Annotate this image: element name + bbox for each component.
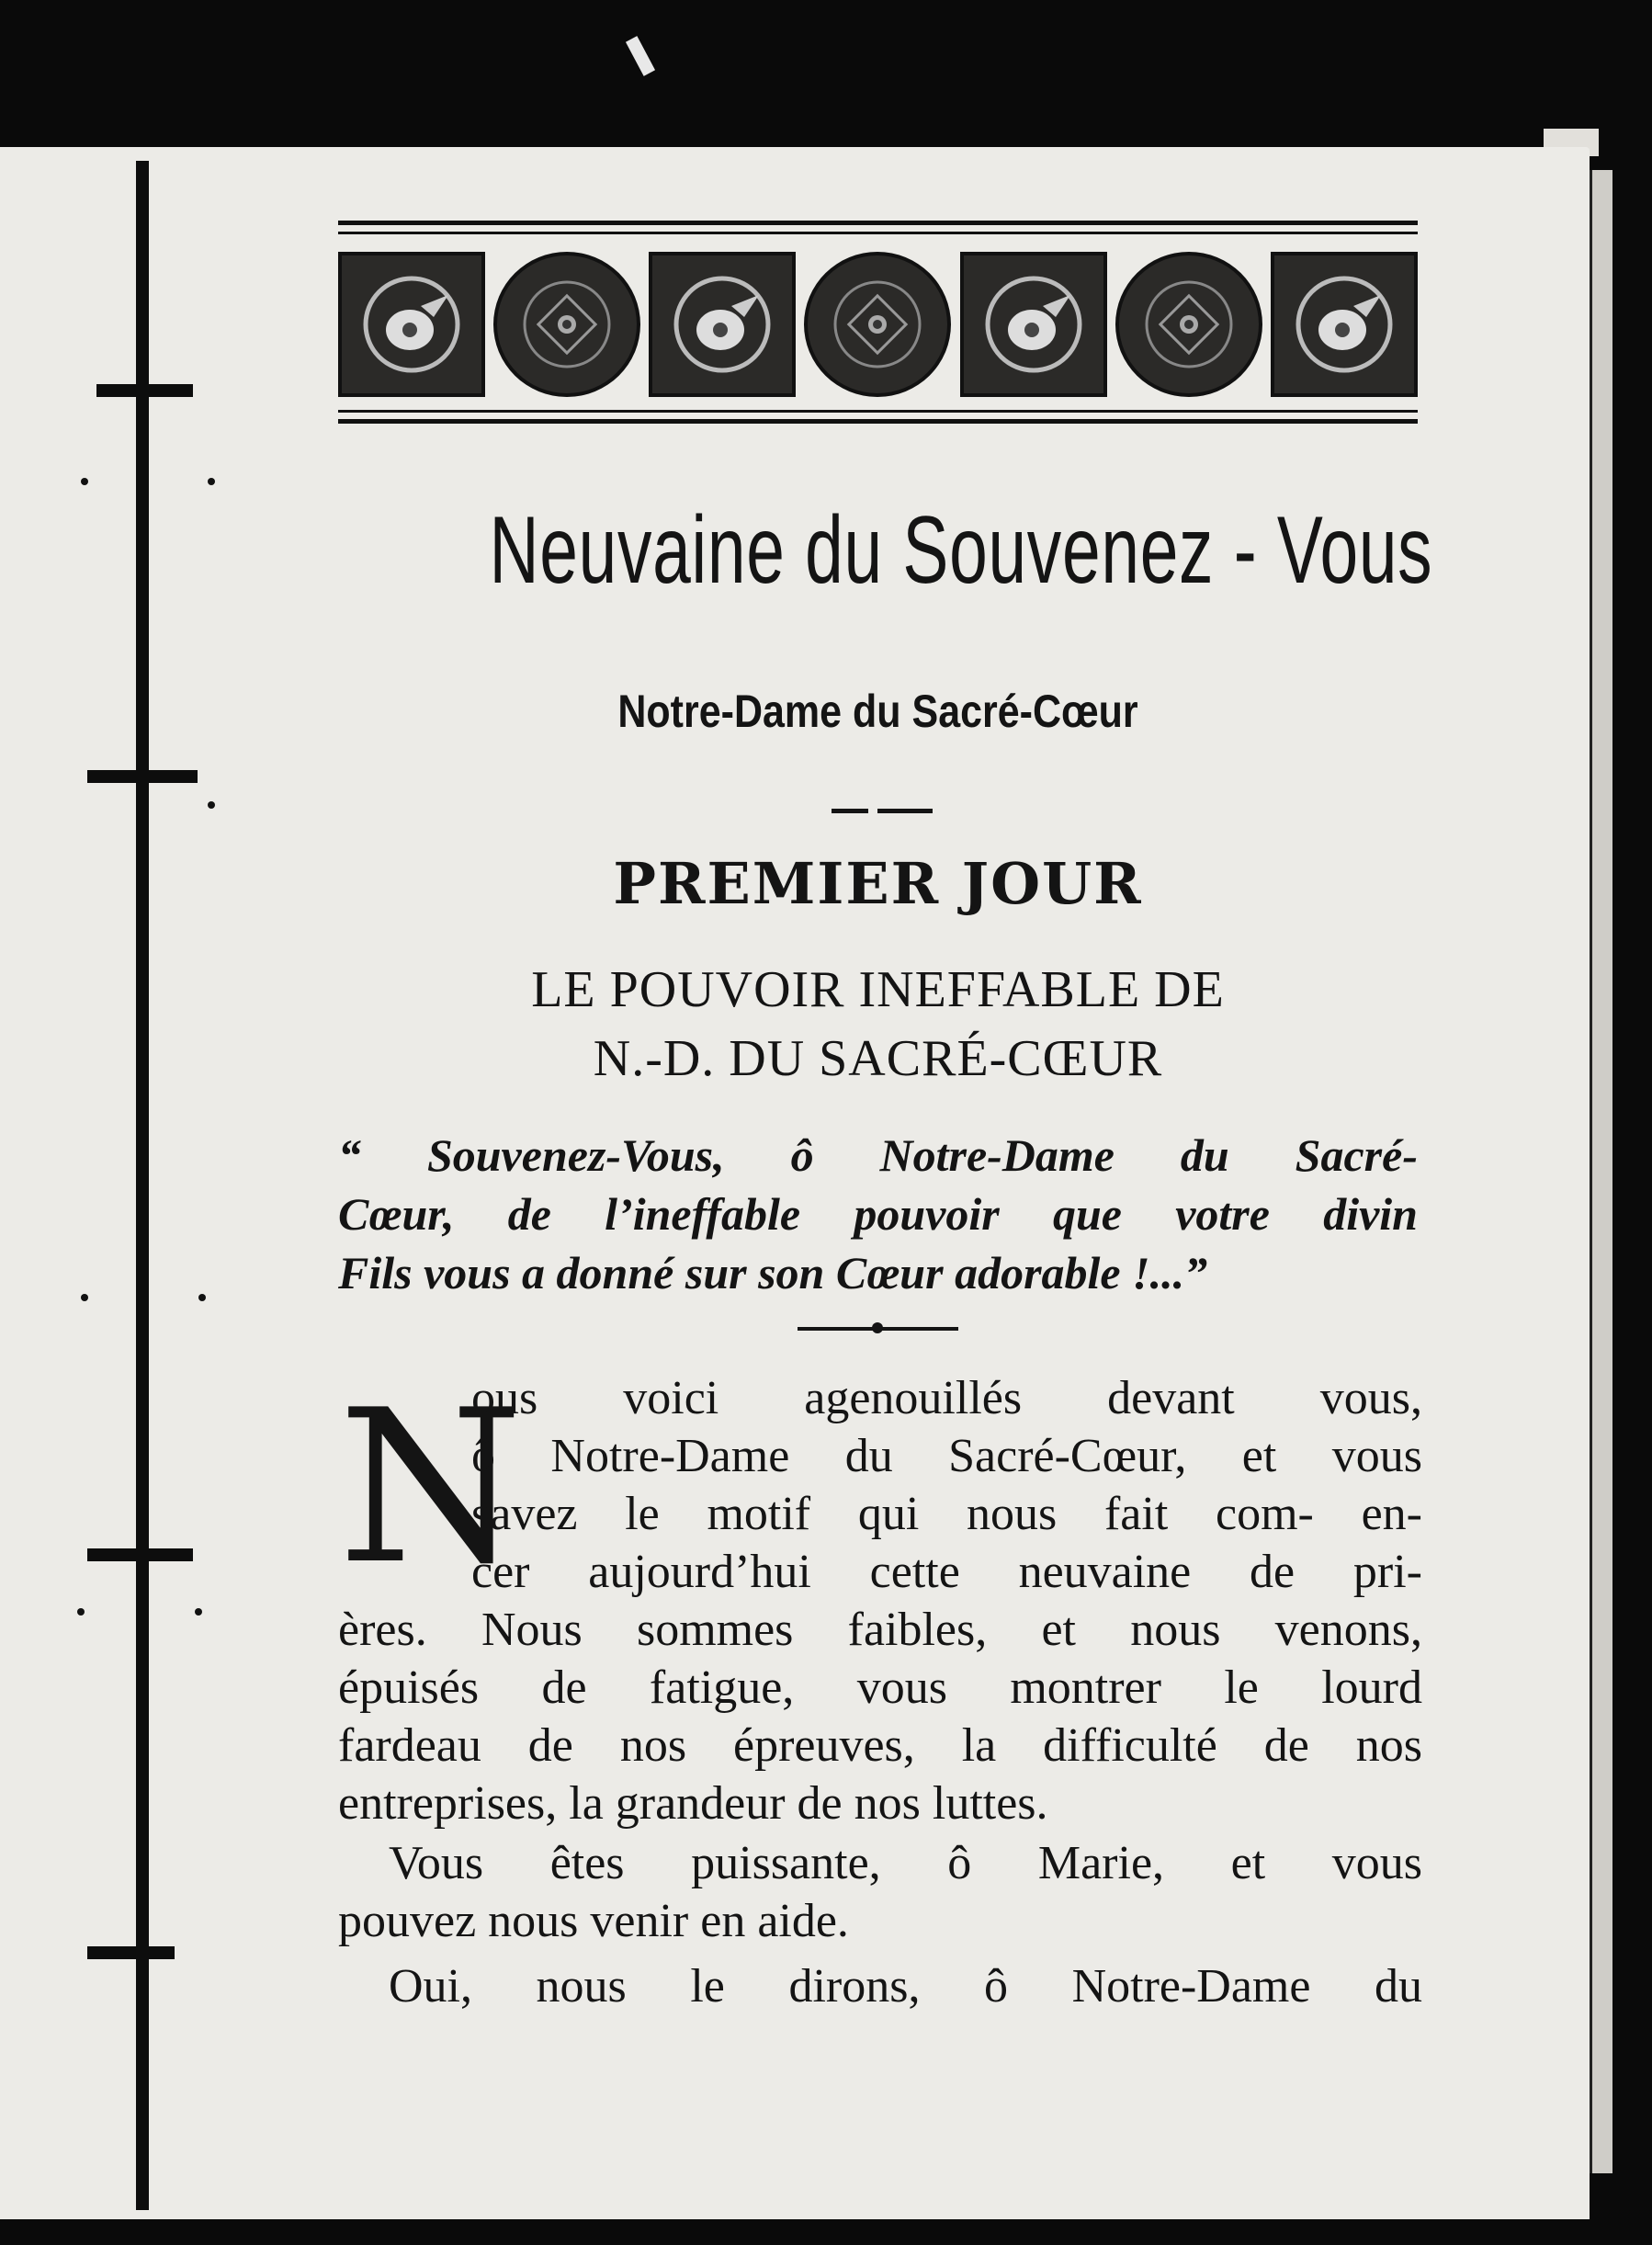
binding-stitch [87,770,198,783]
quote-line: “ Souvenez-Vous, ô Notre-Dame du Sacré- [338,1129,1418,1181]
binding-stitch [87,1946,175,1959]
day-heading: PREMIER JOUR [613,850,1143,917]
binding-spine [136,161,149,2210]
paragraph-line: ô Notre-Dame du Sacré-Cœur, et vous [471,1430,1422,1482]
binding-hole [81,478,88,485]
page-title: Neuvaine du Souvenez - Vous [489,497,1433,604]
medallion-icon [493,252,640,397]
binding-hole [208,478,215,485]
bird-tile-icon [338,252,485,397]
bird-tile-icon [649,252,796,397]
paragraph-line: fardeau de nos épreuves, la difficulté de nos [338,1719,1422,1772]
dash-divider [877,809,933,813]
dash-divider [832,809,868,813]
ornament-band [338,246,1418,403]
section-heading-line1: LE POUVOIR INEFFABLE DE [531,961,1225,1018]
binding-hole [77,1608,85,1616]
paragraph-line: cer aujourd’hui cette neuvaine de pri- [471,1546,1422,1598]
top-rule [338,221,1418,225]
paragraph-line: Vous êtes puissante, ô Marie, et vous [389,1837,1422,1889]
binding-hole [198,1294,206,1301]
paragraph-2 [338,1834,1422,1950]
invocation-quote [338,1126,1418,1302]
paragraph-line: entreprises, la grandeur de nos luttes. [338,1777,1048,1830]
binding-hole [81,1294,88,1301]
paragraph-1 [338,1366,1422,1832]
quote-line: Fils vous a donné sur son Cœur adorable !...” [338,1247,1208,1298]
paragraph-line: pouvez nous venir en aide. [338,1895,849,1947]
paragraph-line: ères. Nous sommes faibles, et nous venons, [338,1604,1422,1656]
bird-tile-icon [1271,252,1418,397]
section-heading-line2: N.-D. DU SACRÉ-CŒUR [593,1030,1163,1087]
binding-stitch [96,384,193,397]
binding-stitch [87,1548,193,1561]
divider-dot [872,1322,883,1333]
binding-hole [208,801,215,809]
medallion-icon [804,252,951,397]
top-rule [338,232,1418,234]
paragraph-line: savez le motif qui nous fait com- en- [471,1488,1422,1540]
page-subtitle: Notre-Dame du Sacré-Cœur [617,686,1138,737]
scan-mark [626,36,655,76]
quote-line: Cœur, de l’ineffable pouvoir que votre divin [338,1188,1418,1240]
paragraph-line: ous voici agenouillés devant vous, [471,1372,1422,1424]
paragraph-line: Oui, nous le dirons, ô Notre-Dame du [389,1960,1422,2013]
drop-cap: N [338,1366,524,1611]
medallion-icon [1115,252,1262,397]
paragraph-3 [338,1957,1422,2015]
binding-hole [195,1608,202,1616]
bottom-rule [338,419,1418,424]
page-edge-right [1590,170,1612,2173]
paragraph-line: épuisés de fatigue, vous montrer le lourd [338,1661,1422,1714]
bird-tile-icon [960,252,1107,397]
bottom-rule [338,410,1418,413]
